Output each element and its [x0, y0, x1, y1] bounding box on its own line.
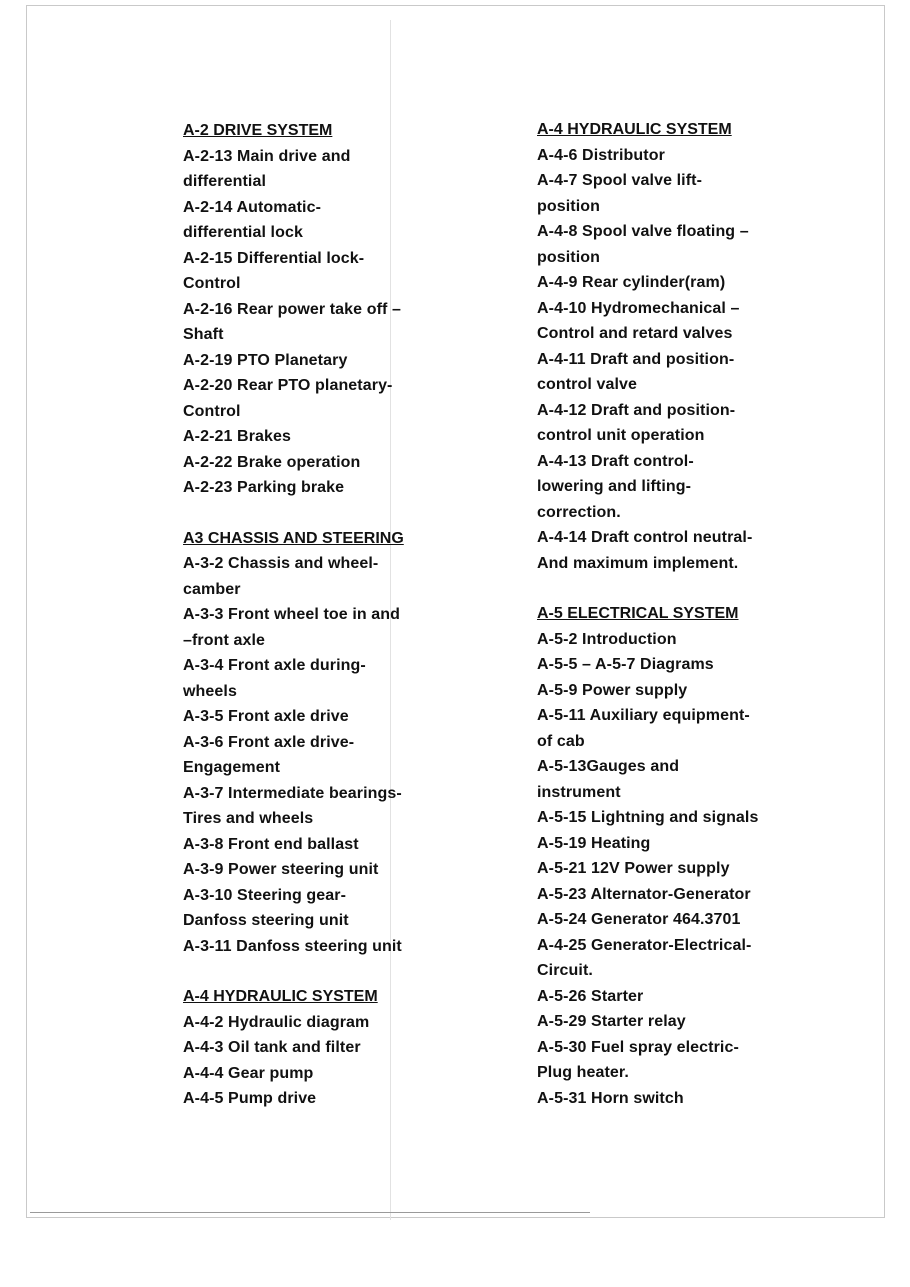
toc-entry-line: Circuit.	[537, 962, 593, 979]
toc-entry-line: A-2-16 Rear power take off –	[183, 300, 401, 318]
toc-entry-line: position	[537, 248, 601, 266]
toc-entry	[537, 805, 807, 831]
section-heading: A-5 ELECTRICAL SYSTEM	[537, 605, 739, 622]
toc-entry	[183, 475, 453, 501]
section-heading: A-2 DRIVE SYSTEM	[183, 122, 333, 139]
toc-entry-line: A-2-19 PTO Planetary	[183, 351, 348, 369]
toc-entry	[537, 1086, 807, 1112]
toc-entry-line: A-5-29 Starter relay	[537, 1013, 686, 1030]
toc-entry	[183, 832, 453, 858]
toc-entry-line: A-4-25 Generator-Electrical-	[537, 936, 752, 954]
toc-entry-line: A-5-9 Power supply	[537, 681, 688, 699]
toc-entry-line: Control	[183, 275, 241, 292]
toc-entry	[537, 449, 807, 526]
toc-entry-line: A-4-11 Draft and position-	[537, 350, 735, 368]
toc-entry-line: control unit operation	[537, 427, 705, 444]
toc-entry-line: A-5-31 Horn switch	[537, 1089, 684, 1107]
toc-entry-line: camber	[183, 580, 241, 598]
toc-entry-line: A-2-13 Main drive and	[183, 147, 351, 165]
toc-entry	[183, 551, 453, 602]
toc-entry	[537, 347, 807, 398]
toc-entry	[537, 652, 807, 678]
toc-entry-line: A-4-7 Spool valve lift-	[537, 172, 702, 189]
toc-section	[183, 118, 453, 501]
toc-entry-line: A-3-2 Chassis and wheel-	[183, 555, 379, 572]
toc-entry-line: A-3-11 Danfoss steering unit	[183, 937, 402, 955]
toc-entry	[537, 984, 807, 1010]
toc-entry-line: –front axle	[183, 631, 266, 649]
toc-entry	[183, 373, 453, 424]
toc-entry	[537, 168, 807, 219]
toc-entry	[537, 933, 807, 984]
toc-entry	[183, 348, 453, 374]
toc-entry	[537, 398, 807, 449]
toc-entry-line: A-3-4 Front axle during-	[183, 657, 366, 674]
toc-section	[183, 984, 453, 1112]
toc-entry	[537, 882, 807, 908]
toc-entry	[183, 704, 453, 730]
toc-entry	[183, 781, 453, 832]
toc-entry	[537, 270, 807, 296]
toc-entry	[183, 730, 453, 781]
toc-entry	[537, 678, 807, 704]
toc-section	[537, 117, 807, 576]
toc-entry	[183, 195, 453, 246]
toc-entry-line: A-4-2 Hydraulic diagram	[183, 1013, 370, 1031]
toc-entry-line: control valve	[537, 376, 638, 393]
toc-entry	[183, 424, 453, 450]
toc-entry	[537, 1009, 807, 1035]
toc-entry	[537, 856, 807, 882]
toc-entry-line: A-3-7 Intermediate bearings-	[183, 784, 402, 802]
toc-entry	[183, 450, 453, 476]
toc-entry	[183, 653, 453, 704]
left-column	[183, 118, 453, 1112]
toc-entry-line: Control	[183, 402, 241, 420]
section-heading: A3 CHASSIS AND STEERING	[183, 529, 404, 547]
section-heading: A-4 HYDRAULIC SYSTEM	[537, 121, 732, 138]
toc-entry-line: differential	[183, 173, 266, 190]
toc-entry-line: A-4-4 Gear pump	[183, 1064, 314, 1082]
toc-entry-line: A-2-20 Rear PTO planetary-	[183, 377, 393, 394]
toc-entry	[537, 831, 807, 857]
toc-entry	[183, 144, 453, 195]
toc-entry-line: A-2-14 Automatic-	[183, 198, 322, 216]
right-column	[537, 117, 807, 1111]
toc-entry-line: A-2-23 Parking brake	[183, 479, 345, 496]
toc-entry	[537, 143, 807, 169]
toc-entry	[183, 297, 453, 348]
toc-entry	[183, 1061, 453, 1087]
toc-entry-line: Tires and wheels	[183, 810, 314, 827]
toc-entry-line: A-5-11 Auxiliary equipment-	[537, 707, 750, 724]
toc-entry	[537, 754, 807, 805]
toc-entry-line: A-2-22 Brake operation	[183, 453, 361, 471]
toc-entry	[537, 219, 807, 270]
toc-entry-line: Danfoss steering unit	[183, 912, 349, 929]
toc-entry-line: A-4-9 Rear cylinder(ram)	[537, 274, 726, 291]
toc-entry-line: A-4-5 Pump drive	[183, 1090, 317, 1107]
toc-entry	[537, 296, 807, 347]
toc-entry-line: position	[537, 197, 601, 215]
toc-entry	[537, 1035, 807, 1086]
toc-entry-line: A-3-6 Front axle drive-	[183, 733, 355, 751]
toc-entry-line: A-4-12 Draft and position-	[537, 401, 736, 419]
toc-entry-line: A-4-8 Spool valve floating –	[537, 223, 749, 240]
toc-entry-line: A-5-24 Generator 464.3701	[537, 911, 741, 928]
toc-entry-line: A-4-14 Draft control neutral-	[537, 529, 753, 546]
toc-entry-line: A-4-13 Draft control-	[537, 452, 694, 470]
toc-entry-line: Engagement	[183, 759, 281, 776]
toc-entry-line: A-5-13Gauges and	[537, 758, 680, 775]
toc-entry	[183, 934, 453, 960]
toc-entry-line: Control and retard valves	[537, 325, 733, 342]
toc-entry-line: A-3-9 Power steering unit	[183, 861, 379, 878]
toc-entry	[183, 602, 453, 653]
page-bottom-rule	[30, 1212, 590, 1213]
toc-entry	[183, 1086, 453, 1112]
toc-entry-line: A-2-15 Differential lock-	[183, 249, 365, 267]
toc-entry-line: differential lock	[183, 224, 303, 241]
toc-section	[537, 601, 807, 1111]
toc-entry-line: A-3-10 Steering gear-	[183, 886, 347, 904]
toc-entry-line: And maximum implement.	[537, 554, 739, 572]
toc-entry-line: Shaft	[183, 326, 224, 343]
toc-entry-line: A-5-5 – A-5-7 Diagrams	[537, 656, 714, 673]
toc-entry-line: of cab	[537, 732, 585, 750]
toc-entry-line: A-3-8 Front end ballast	[183, 835, 359, 853]
section-heading: A-4 HYDRAULIC SYSTEM	[183, 988, 378, 1005]
toc-entry-line: A-5-2 Introduction	[537, 630, 677, 648]
toc-entry-line: correction.	[537, 503, 621, 521]
toc-entry-line: A-5-15 Lightning and signals	[537, 809, 759, 826]
toc-entry-line: A-4-10 Hydromechanical –	[537, 299, 740, 317]
toc-entry-line: Plug heater.	[537, 1064, 629, 1081]
toc-entry	[183, 1035, 453, 1061]
toc-entry-line: A-5-26 Starter	[537, 987, 644, 1005]
toc-entry	[537, 627, 807, 653]
toc-entry-line: A-4-3 Oil tank and filter	[183, 1039, 361, 1056]
toc-entry	[183, 883, 453, 934]
toc-entry	[183, 246, 453, 297]
toc-entry-line: wheels	[183, 682, 237, 700]
toc-entry-line: A-5-23 Alternator-Generator	[537, 885, 751, 903]
toc-entry-line: A-5-19 Heating	[537, 834, 651, 852]
toc-entry	[537, 703, 807, 754]
toc-entry	[183, 1010, 453, 1036]
toc-entry-line: A-5-21 12V Power supply	[537, 860, 730, 877]
toc-entry-line: instrument	[537, 783, 621, 801]
toc-entry	[183, 857, 453, 883]
toc-entry-line: A-5-30 Fuel spray electric-	[537, 1038, 739, 1056]
toc-section	[183, 526, 453, 960]
toc-entry	[537, 907, 807, 933]
toc-entry-line: A-2-21 Brakes	[183, 428, 292, 445]
toc-entry-line: lowering and lifting-	[537, 478, 692, 495]
toc-entry-line: A-3-5 Front axle drive	[183, 708, 349, 725]
toc-entry-line: A-3-3 Front wheel toe in and	[183, 606, 401, 623]
toc-entry	[537, 525, 807, 576]
toc-entry-line: A-4-6 Distributor	[537, 146, 665, 164]
